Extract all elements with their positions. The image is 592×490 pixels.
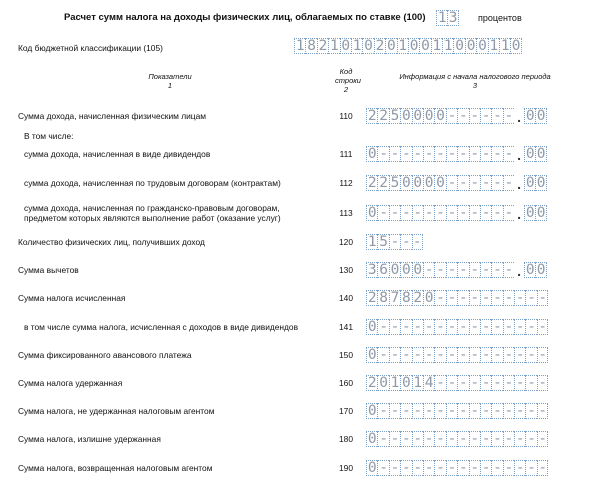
value-field-150[interactable]	[366, 347, 548, 363]
digit-cell: 0	[424, 290, 434, 306]
digit-cell: 0	[386, 38, 396, 54]
form-title: Расчет сумм налога на доходы физических лиц, облагаемых по ставке (100)	[64, 12, 426, 23]
kbk-label: Код бюджетной классификации (105)	[18, 43, 163, 53]
kbk-field[interactable]	[294, 38, 522, 54]
decimal-point: .	[517, 109, 522, 125]
digit-cell: -	[402, 403, 411, 419]
row-label: Сумма налога, излишне удержанная	[18, 434, 161, 444]
digit-cell: -	[447, 205, 457, 221]
digit-cell: 0	[525, 146, 535, 162]
digit-cell: -	[515, 290, 525, 306]
digit-cell: -	[504, 431, 514, 447]
digit-cell: -	[413, 431, 423, 447]
digit-cell: -	[402, 319, 411, 335]
digit-cell: -	[390, 403, 400, 419]
digit-cell: -	[527, 460, 537, 476]
digit-cell: -	[413, 146, 423, 162]
digit-cell: 6	[379, 262, 388, 278]
row-label: Сумма налога, не удержанная налоговым агентом	[18, 406, 215, 416]
value-field-113[interactable]	[366, 205, 547, 221]
value-field-190[interactable]	[366, 460, 548, 476]
digit-cell: -	[504, 175, 514, 191]
digit-cell: -	[481, 403, 491, 419]
digit-cell: 1	[367, 234, 377, 250]
digit-cell: -	[493, 108, 502, 124]
digit-cell: 1	[432, 38, 442, 54]
digit-cell: -	[538, 290, 547, 306]
cents-field[interactable]	[524, 205, 547, 221]
digit-cell: 1	[437, 10, 447, 26]
digit-cell: -	[481, 175, 491, 191]
cents-field[interactable]	[524, 108, 547, 124]
digit-cell: -	[402, 431, 411, 447]
digit-cell: 1	[390, 375, 400, 391]
digit-cell: -	[458, 403, 468, 419]
digit-cell: 0	[379, 375, 388, 391]
digit-cell: 2	[375, 38, 385, 54]
digit-cell: -	[504, 403, 514, 419]
digit-cell: 0	[402, 108, 411, 124]
digit-cell: 0	[424, 175, 434, 191]
row-code: 150	[339, 350, 353, 360]
digit-cell: 0	[525, 262, 535, 278]
row-code: 111	[339, 149, 353, 159]
digit-cell: -	[481, 460, 491, 476]
digit-cell: -	[493, 460, 502, 476]
digit-cell: 1	[413, 375, 423, 391]
row-label: в том числе сумма налога, исчисленная с доходов в виде дивидендов	[24, 322, 299, 332]
digit-cell: 3	[448, 10, 458, 26]
digit-cell: 0	[525, 108, 535, 124]
row-code: 140	[339, 293, 353, 303]
digit-cell: 0	[536, 205, 546, 221]
digit-cell: -	[504, 262, 514, 278]
digit-cell: -	[538, 431, 547, 447]
digit-cell: -	[447, 290, 457, 306]
row-code: 113	[339, 208, 353, 218]
row-label: В том числе:	[24, 131, 74, 141]
digit-cell: -	[390, 347, 400, 363]
digit-cell: 2	[413, 290, 423, 306]
rate-field[interactable]	[436, 10, 459, 26]
digit-cell: -	[458, 347, 468, 363]
value-field-170[interactable]	[366, 403, 548, 419]
digit-cell: -	[504, 205, 514, 221]
digit-cell: 0	[367, 403, 377, 419]
digit-cell: -	[481, 108, 491, 124]
digit-cell: -	[424, 319, 434, 335]
digit-cell: -	[424, 262, 434, 278]
row-label: сумма дохода, начисленная в виде дивидендов	[24, 149, 211, 159]
digit-cell: -	[515, 460, 525, 476]
digit-cell: 1	[398, 38, 408, 54]
digit-cell: 0	[424, 108, 434, 124]
digit-cell: -	[402, 146, 411, 162]
digit-cell: -	[436, 262, 445, 278]
digit-cell: 2	[379, 108, 388, 124]
digit-cell: 0	[409, 38, 419, 54]
digit-cell: 0	[536, 262, 546, 278]
decimal-point: .	[517, 263, 522, 279]
value-field-141[interactable]	[366, 319, 548, 335]
digit-cell: 1	[352, 38, 362, 54]
digit-cell: -	[458, 319, 468, 335]
digit-cell: 0	[402, 175, 411, 191]
digit-cell: -	[504, 375, 514, 391]
value-field-140[interactable]	[366, 290, 548, 306]
decimal-point: .	[517, 147, 522, 163]
digit-cell: 1	[489, 38, 499, 54]
digit-cell: -	[379, 460, 388, 476]
digit-cell: 0	[413, 175, 423, 191]
digit-cell: -	[436, 347, 445, 363]
digit-cell: 0	[367, 319, 377, 335]
digit-cell: 0	[478, 38, 487, 54]
digit-cell: -	[413, 205, 423, 221]
digit-cell: -	[481, 205, 491, 221]
digit-cell: -	[379, 403, 388, 419]
digit-cell: -	[470, 175, 480, 191]
digit-cell: -	[493, 146, 502, 162]
digit-cell: -	[538, 347, 547, 363]
row-code: 112	[339, 178, 353, 188]
digit-cell: 0	[341, 38, 351, 54]
col-header-indicators: Показатели 1	[148, 72, 192, 90]
digit-cell: 0	[525, 175, 535, 191]
digit-cell: -	[458, 262, 468, 278]
digit-cell: -	[470, 290, 480, 306]
digit-cell: -	[504, 146, 514, 162]
digit-cell: -	[527, 319, 537, 335]
digit-cell: -	[538, 403, 547, 419]
digit-cell: -	[515, 319, 525, 335]
digit-cell: -	[413, 347, 423, 363]
digit-cell: -	[402, 234, 411, 250]
digit-cell: -	[379, 146, 388, 162]
digit-cell: 1	[443, 38, 453, 54]
digit-cell: 0	[536, 108, 546, 124]
digit-cell: -	[458, 290, 468, 306]
cents-field[interactable]	[524, 146, 547, 162]
digit-cell: 0	[364, 38, 373, 54]
digit-cell: -	[458, 431, 468, 447]
digit-cell: -	[424, 431, 434, 447]
digit-cell: -	[493, 290, 502, 306]
row-label: Сумма дохода, начисленная физическим лицам	[18, 111, 206, 121]
digit-cell: -	[515, 403, 525, 419]
digit-cell: -	[424, 347, 434, 363]
digit-cell: -	[481, 146, 491, 162]
digit-cell: -	[390, 431, 400, 447]
value-field-111[interactable]	[366, 146, 547, 162]
digit-cell: -	[481, 375, 491, 391]
digit-cell: -	[458, 108, 468, 124]
digit-cell: -	[436, 403, 445, 419]
digit-cell: 2	[379, 175, 388, 191]
digit-cell: 2	[367, 290, 377, 306]
row-label: Сумма налога исчисленная	[18, 293, 126, 303]
digit-cell: 0	[367, 431, 377, 447]
digit-cell: 2	[367, 375, 377, 391]
digit-cell: -	[436, 146, 445, 162]
digit-cell: -	[447, 347, 457, 363]
row-label: Сумма налога, возвращенная налоговым агентом	[18, 463, 213, 473]
digit-cell: 8	[307, 38, 316, 54]
digit-cell: -	[458, 460, 468, 476]
digit-cell: -	[504, 290, 514, 306]
row-code: 141	[339, 322, 353, 332]
digit-cell: 0	[536, 175, 546, 191]
digit-cell: -	[504, 108, 514, 124]
digit-cell: -	[470, 262, 480, 278]
digit-cell: -	[447, 375, 457, 391]
value-field-180[interactable]	[366, 431, 548, 447]
digit-cell: -	[379, 205, 388, 221]
digit-cell: -	[470, 403, 480, 419]
digit-cell: 0	[436, 175, 445, 191]
digit-cell: -	[390, 319, 400, 335]
digit-cell: 7	[390, 290, 400, 306]
digit-cell: 0	[455, 38, 465, 54]
digit-cell: 1	[500, 38, 510, 54]
digit-cell: -	[481, 431, 491, 447]
digit-cell: -	[481, 262, 491, 278]
value-field-160[interactable]	[366, 375, 548, 391]
decimal-point: .	[517, 206, 522, 222]
digit-cell: 0	[536, 146, 546, 162]
digit-cell: 0	[367, 347, 377, 363]
digit-cell: -	[402, 460, 411, 476]
digit-cell: -	[379, 347, 388, 363]
digit-cell: -	[527, 403, 537, 419]
row-label: сумма дохода, начисленная по гражданско-правовым договорам, предметом которых являются выполнение работ (оказание услуг)	[24, 203, 281, 223]
digit-cell: -	[402, 347, 411, 363]
digit-cell: -	[413, 403, 423, 419]
digit-cell: -	[436, 375, 445, 391]
digit-cell: -	[493, 262, 502, 278]
digit-cell: -	[436, 431, 445, 447]
digit-cell: -	[379, 319, 388, 335]
digit-cell: 0	[466, 38, 476, 54]
cents-field[interactable]	[524, 175, 547, 191]
digit-cell: -	[515, 347, 525, 363]
row-label: сумма дохода, начисленная по трудовым договорам (контрактам)	[24, 178, 281, 188]
digit-cell: -	[470, 319, 480, 335]
digit-cell: -	[470, 108, 480, 124]
digit-cell: -	[493, 347, 502, 363]
digit-cell: -	[447, 175, 457, 191]
row-code: 180	[339, 434, 353, 444]
digit-cell: 0	[413, 262, 423, 278]
value-field-112[interactable]	[366, 175, 547, 191]
digit-cell: 5	[390, 175, 400, 191]
digit-cell: -	[493, 375, 502, 391]
digit-cell: -	[470, 375, 480, 391]
col-header-code: Код строки 2	[335, 67, 361, 94]
digit-cell: 2	[367, 108, 377, 124]
decimal-point: .	[517, 176, 522, 192]
digit-cell: -	[413, 319, 423, 335]
digit-cell: 0	[402, 262, 411, 278]
digit-cell: -	[424, 460, 434, 476]
col-header-info: Информация с начала налогового периода 3	[399, 72, 551, 90]
digit-cell: 0	[402, 375, 411, 391]
digit-cell: -	[436, 290, 445, 306]
digit-cell: -	[390, 205, 400, 221]
digit-cell: -	[538, 460, 547, 476]
digit-cell: 0	[525, 205, 535, 221]
digit-cell: -	[515, 375, 525, 391]
digit-cell: -	[538, 319, 547, 335]
digit-cell: 0	[421, 38, 430, 54]
digit-cell: -	[481, 319, 491, 335]
value-field-110[interactable]	[366, 108, 547, 124]
row-label: Сумма налога удержанная	[18, 378, 123, 388]
digit-cell: -	[447, 146, 457, 162]
digit-cell: -	[424, 146, 434, 162]
digit-cell: 0	[390, 262, 400, 278]
value-field-120[interactable]	[366, 234, 423, 250]
digit-cell: -	[527, 347, 537, 363]
digit-cell: -	[527, 431, 537, 447]
digit-cell: -	[436, 460, 445, 476]
cents-field[interactable]	[524, 262, 547, 278]
row-label: Сумма вычетов	[18, 265, 79, 275]
digit-cell: 1	[330, 38, 339, 54]
digit-cell: -	[504, 319, 514, 335]
row-label: Количество физических лиц, получивших доход	[18, 237, 205, 247]
digit-cell: 5	[390, 108, 400, 124]
digit-cell: -	[493, 319, 502, 335]
digit-cell: 0	[367, 205, 377, 221]
digit-cell: 4	[424, 375, 434, 391]
digit-cell: -	[470, 460, 480, 476]
digit-cell: -	[436, 205, 445, 221]
digit-cell: -	[447, 460, 457, 476]
digit-cell: -	[515, 431, 525, 447]
row-code: 110	[339, 111, 353, 121]
digit-cell: -	[447, 319, 457, 335]
digit-cell: 8	[402, 290, 411, 306]
digit-cell: -	[424, 205, 434, 221]
digit-cell: -	[390, 460, 400, 476]
digit-cell: 0	[367, 146, 377, 162]
digit-cell: -	[402, 205, 411, 221]
digit-cell: -	[436, 319, 445, 335]
digit-cell: 2	[318, 38, 328, 54]
digit-cell: -	[390, 146, 400, 162]
digit-cell: 0	[413, 108, 423, 124]
digit-cell: -	[504, 347, 514, 363]
row-code: 170	[339, 406, 353, 416]
digit-cell: 2	[367, 175, 377, 191]
row-label: Сумма фиксированного авансового платежа	[18, 350, 192, 360]
row-code: 130	[339, 265, 353, 275]
digit-cell: -	[413, 460, 423, 476]
digit-cell: 1	[295, 38, 305, 54]
digit-cell: -	[447, 262, 457, 278]
digit-cell: -	[470, 347, 480, 363]
digit-cell: -	[379, 431, 388, 447]
digit-cell: -	[538, 375, 547, 391]
digit-cell: -	[458, 175, 468, 191]
digit-cell: -	[493, 205, 502, 221]
digit-cell: 8	[379, 290, 388, 306]
digit-cell: -	[493, 175, 502, 191]
digit-cell: -	[458, 205, 468, 221]
row-code: 190	[339, 463, 353, 473]
digit-cell: 5	[379, 234, 388, 250]
digit-cell: 0	[436, 108, 445, 124]
digit-cell: -	[458, 146, 468, 162]
digit-cell: -	[447, 403, 457, 419]
digit-cell: 3	[367, 262, 377, 278]
digit-cell: -	[527, 375, 537, 391]
digit-cell: -	[447, 108, 457, 124]
row-code: 120	[339, 237, 353, 247]
digit-cell: -	[424, 403, 434, 419]
digit-cell: -	[447, 431, 457, 447]
rate-suffix: процентов	[478, 13, 522, 23]
digit-cell: -	[481, 290, 491, 306]
digit-cell: -	[390, 234, 400, 250]
digit-cell: 0	[367, 460, 377, 476]
digit-cell: -	[527, 290, 537, 306]
digit-cell: -	[493, 403, 502, 419]
digit-cell: 0	[511, 38, 521, 54]
row-code: 160	[339, 378, 353, 388]
digit-cell: -	[481, 347, 491, 363]
value-field-130[interactable]	[366, 262, 547, 278]
digit-cell: -	[458, 375, 468, 391]
digit-cell: -	[504, 460, 514, 476]
digit-cell: -	[470, 146, 480, 162]
digit-cell: -	[412, 234, 422, 250]
digit-cell: -	[470, 431, 480, 447]
digit-cell: -	[493, 431, 502, 447]
digit-cell: -	[470, 205, 480, 221]
